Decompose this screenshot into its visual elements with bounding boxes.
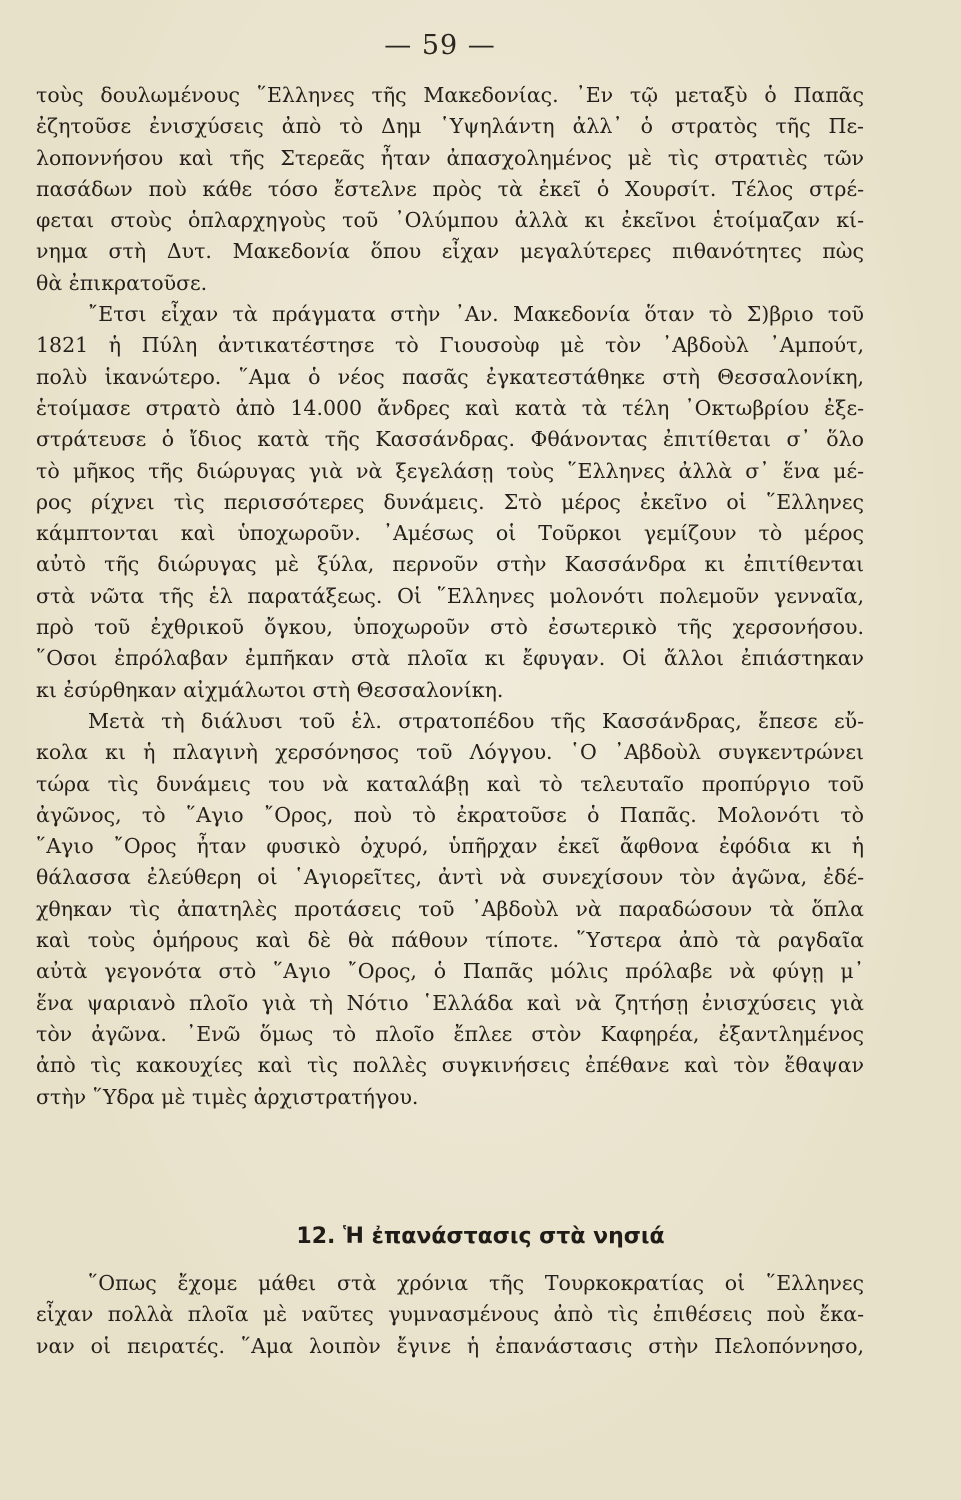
- text-line: 1821 ἡ Πύλη ἀντικατέστησε τὸ Γιουσοὺφ μὲ τὸν ᾿Αβδοὺλ ᾿Αμπούτ,: [36, 333, 864, 358]
- text-line: αὐτὰ γεγονότα στὸ ῞Αγιο ῎Ορος, ὁ Παπᾶς μόλις πρόλαβε νὰ φύγῃ μ᾽: [36, 959, 864, 984]
- text-line: ἑτοίμασε στρατὸ ἀπὸ 14.000 ἄνδρες καὶ κατὰ τὰ τέλη ᾿Οκτωβρίου ἐξε-: [36, 395, 864, 420]
- text-line: φεται στοὺς ὁπλαρχηγοὺς τοῦ ᾿Ολύμπου ἀλλὰ κι ἐκεῖνοι ἑτοίμαζαν κί-: [36, 208, 864, 233]
- text-line: καὶ τοὺς ὁμήρους καὶ δὲ θὰ πάθουν τίποτε. ῞Υστερα ἀπὸ τὰ ραγδαῖα: [36, 928, 864, 953]
- text-line: ἀπὸ τὶς κακουχίες καὶ τὶς πολλὲς συγκινήσεις ἐπέθανε καὶ τὸν ἔθαψαν: [36, 1053, 864, 1078]
- text-line: Μετὰ τὴ διάλυσι τοῦ ἑλ. στρατοπέδου τῆς Κασσάνδρας, ἔπεσε εὔ-: [88, 708, 864, 733]
- text-line: τὸν ἀγῶνα. ᾿Ενῶ ὅμως τὸ πλοῖο ἔπλεε στὸν Καφηρέα, ἐξαντλημένος: [36, 1021, 864, 1046]
- text-line: ἕνα ψαριανὸ πλοῖο γιὰ τὴ Νότιο ῾Ελλάδα καὶ νὰ ζητήσῃ ἐνισχύσεις γιὰ: [36, 990, 864, 1015]
- text-line: εἶχαν πολλὰ πλοῖα μὲ ναῦτες γυμνασμένους ἀπὸ τὶς ἐπιθέσεις ποὺ ἔκα-: [36, 1302, 864, 1327]
- section-text: [36, 1268, 864, 1362]
- text-line: στράτευσε ὁ ἴδιος κατὰ τῆς Κασσάνδρας. Φθάνοντας ἐπιτίθεται σ᾽ ὅλο: [36, 427, 864, 452]
- text-line: θάλασσα ἐλεύθερη οἱ ῾Αγιορεῖτες, ἀντὶ νὰ συνεχίσουν τὸν ἀγῶνα, ἐδέ-: [36, 865, 864, 890]
- text-line: πρὸ τοῦ ἐχθρικοῦ ὄγκου, ὑποχωροῦν στὸ ἐσωτερικὸ τῆς χερσονήσου.: [36, 615, 864, 640]
- text-line: τοὺς δουλωμένους ῞Ελληνες τῆς Μακεδονίας. ᾿Εν τῷ μεταξὺ ὁ Παπᾶς: [36, 83, 864, 107]
- text-line: χθηκαν τὶς ἀπατηλὲς προτάσεις τοῦ ᾿Αβδοὺλ νὰ παραδώσουν τὰ ὅπλα: [36, 896, 864, 921]
- paragraph: [36, 1268, 864, 1362]
- text-line: λοποννήσου καὶ τῆς Στερεᾶς ἦταν ἀπασχολημένος μὲ τὶς στρατιὲς τῶν: [36, 145, 864, 170]
- page-number: — 59 —: [384, 30, 496, 61]
- text-line: ναν οἱ πειρατές. ῞Αμα λοιπὸν ἔγινε ἡ ἐπανάστασις στὴν Πελοπόννησο,: [36, 1333, 864, 1358]
- text-line: ἐζητοῦσε ἐνισχύσεις ἀπὸ τὸ Δημ ῾Υψηλάντη ἀλλ᾽ ὁ στρατὸς τῆς Πε-: [36, 114, 864, 139]
- paragraph: [36, 299, 864, 706]
- text-line: στὰ νῶτα τῆς ἑλ παρατάξεως. Οἱ ῞Ελληνες μολονότι πολεμοῦν γενναῖα,: [36, 583, 864, 608]
- section-heading: 12. Ἡ ἐπανάστασις στὰ νησιά: [296, 1224, 665, 1249]
- text-line: ῞Οπως ἔχομε μάθει στὰ χρόνια τῆς Τουρκοκρατίας οἱ ῞Ελληνες: [88, 1271, 864, 1295]
- text-line: κάμπτονται καὶ ὑποχωροῦν. ᾿Αμέσως οἱ Τοῦρκοι γεμίζουν τὸ μέρος: [36, 521, 864, 546]
- text-line: πολὺ ἱκανώτερο. ῞Αμα ὁ νέος πασᾶς ἐγκατεστάθηκε στὴ Θεσσαλονίκη,: [36, 364, 864, 389]
- text-line: κι ἐσύρθηκαν αἰχμάλωτοι στὴ Θεσσαλονίκη.: [36, 677, 504, 702]
- text-line: ῞Οσοι ἐπρόλαβαν ἐμπῆκαν στὰ πλοῖα κι ἔφυγαν. Οἱ ἄλλοι ἐπιάστηκαν: [36, 646, 864, 671]
- text-line: ἀγῶνος, τὸ ῞Αγιο ῎Ορος, ποὺ τὸ ἐκρατοῦσε ὁ Παπᾶς. Μολονότι τὸ: [36, 802, 864, 827]
- main-text: [36, 80, 864, 1113]
- text-line: πασάδων ποὺ κάθε τόσο ἔστελνε πρὸς τὰ ἐκεῖ ὁ Χουρσίτ. Τέλος στρέ-: [36, 176, 864, 201]
- paragraph: [36, 706, 864, 1113]
- text-line: τὸ μῆκος τῆς διώρυγας γιὰ νὰ ξεγελάσῃ τοὺς ῞Ελληνες ἀλλὰ σ᾽ ἕνα μέ-: [36, 458, 864, 483]
- text-line: θὰ ἐπικρατοῦσε.: [36, 270, 208, 295]
- text-line: αὐτὸ τῆς διώρυγας μὲ ξύλα, περνοῦν στὴν Κασσάνδρα κι ἐπιτίθενται: [36, 552, 864, 577]
- text-line: ρος ρίχνει τὶς περισσότερες δυνάμεις. Στὸ μέρος ἐκεῖνο οἱ ῞Ελληνες: [36, 489, 864, 514]
- text-line: ῞Αγιο ῎Ορος ἦταν φυσικὸ ὀχυρό, ὑπῆρχαν ἐκεῖ ἄφθονα ἐφόδια κι ἡ: [36, 834, 864, 859]
- text-line: κολα κι ἡ πλαγινὴ χερσόνησος τοῦ Λόγγου. ῾Ο ᾿Αβδοὺλ συγκεντρώνει: [36, 740, 864, 765]
- text-line: τώρα τὶς δυνάμεις του νὰ καταλάβῃ καὶ τὸ τελευταῖο προπύργιο τοῦ: [36, 771, 864, 796]
- text-line: ῎Ετσι εἶχαν τὰ πράγματα στὴν ᾿Αν. Μακεδονία ὅταν τὸ Σ)βριο τοῦ: [88, 302, 864, 327]
- text-line: νημα στὴ Δυτ. Μακεδονία ὅπου εἶχαν μεγαλύτερες πιθανότητες πὼς: [36, 239, 864, 264]
- paragraph: [36, 80, 864, 299]
- text-line: στὴν ῞Υδρα μὲ τιμὲς ἀρχιστρατήγου.: [36, 1084, 419, 1109]
